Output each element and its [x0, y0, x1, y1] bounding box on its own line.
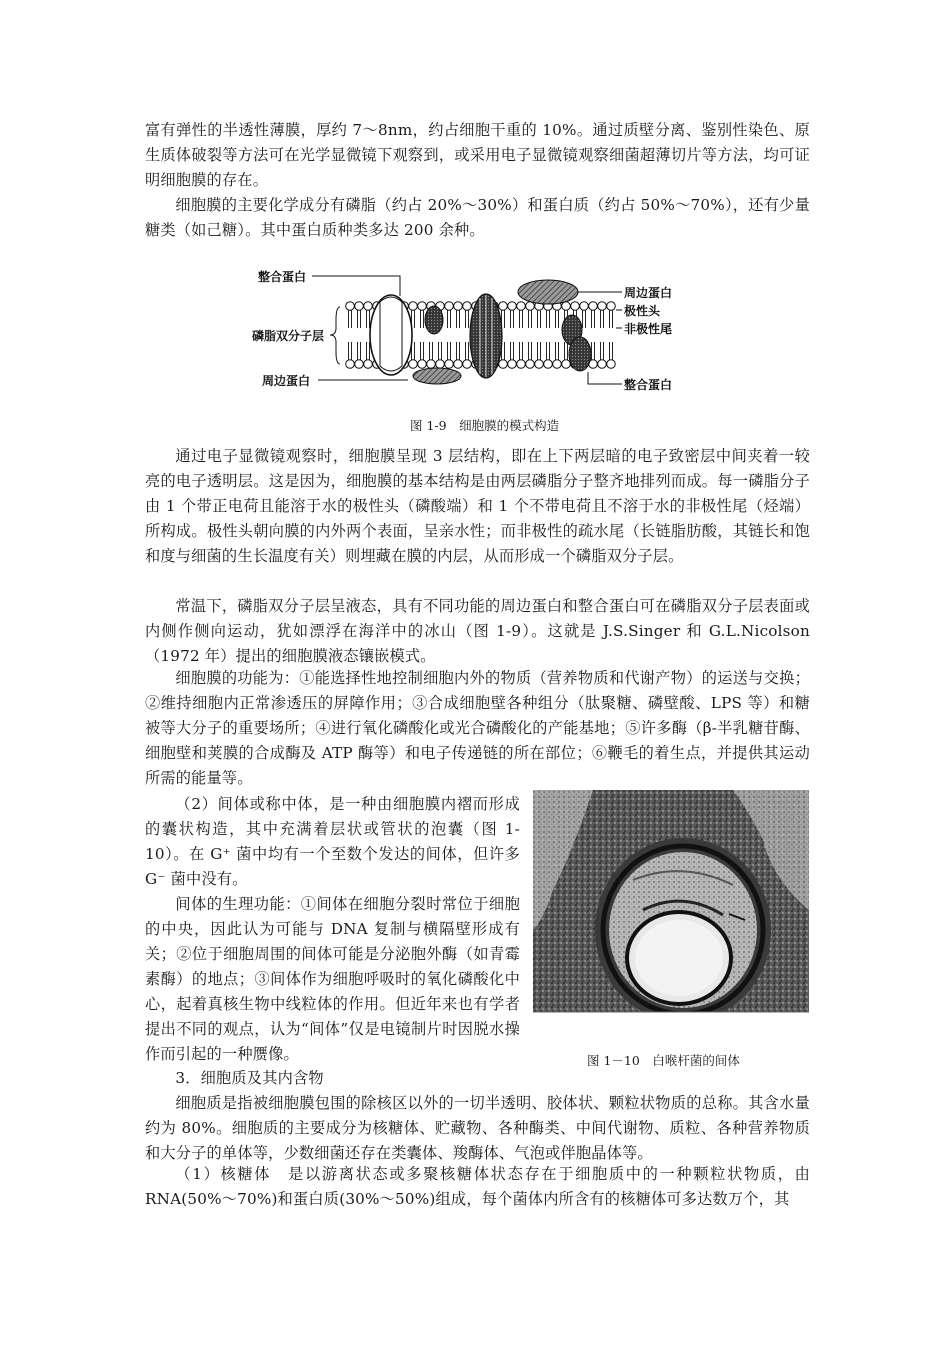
protein-shape: [425, 306, 443, 334]
integral-protein-shape: [569, 337, 591, 371]
paragraph-mesosome-function: 间体的生理功能：①间体在细胞分裂时常位于细胞的中央，因此认为可能与 DNA 复制与横隔壁形成有关；②位于细胞周围的间体可能是分泌胞外酶（如青霉素酶）的地点；③间体作为细胞呼吸时的氧化磷酸化中心，起着真核生物中线粒体的作用。但近年来也有学者提出不同的观点，认为“间体”仅是电镜制片时因脱水操作而引起的一种赝像。: [145, 895, 520, 1063]
paragraph-membrane-intro: 富有弹性的半透性薄膜，厚约 7～8nm，约占细胞干重的 10%。通过质壁分离、鉴别性染色、原生质体破裂等方法可在光学显微镜下观察到，或采用电子显微镜观察细菌超薄切片等方法，均可证明细胞膜的存在。: [145, 121, 810, 189]
figure-1-10-caption: 图 1－10 白喉杆菌的间体: [587, 1053, 740, 1068]
paragraph-membrane-composition: 细胞膜的主要化学成分有磷脂（约占 20%～30%）和蛋白质（约占 50%～70%），还有少量糖类（如己糖）。其中蛋白质种类多达 200 余种。: [145, 196, 810, 239]
label-polar-head: 极性头: [624, 304, 661, 318]
paragraph-cytoplasm: 细胞质是指被细胞膜包围的除核区以外的一切半透明、胶体状、颗粒状物质的总称。其含水量约为 80%。细胞质的主要成分为核糖体、贮藏物、各种酶类、中间代谢物、质粒、各种营养物质和大分子的单体等，少数细菌还存在类囊体、羧酶体、气泡或伴胞晶体等。: [145, 1094, 810, 1162]
label-integral-protein-bottom: 整合蛋白: [624, 378, 673, 392]
heading-cytoplasm: 3．细胞质及其内含物: [175, 1069, 324, 1087]
paragraph-membrane-functions: 细胞膜的功能为：①能选择性地控制细胞内外的物质（营养物质和代谢产物）的运送与交换；②维持细胞内正常渗透压的屏障作用；③合成细胞壁各种组分（肽聚糖、磷壁酸、LPS 等）和糖被等大分子的重要场所；④进行氧化磷酸化或光合磷酸化的产能基地；⑤许多酶（β-半乳糖苷酶、细胞壁和荚膜的合成酶及 ATP 酶等）和电子传递链的所在部位；⑥鞭毛的着生点，并提供其运动所需的能量等。: [145, 669, 810, 787]
label-phospholipid-bilayer: 磷脂双分子层: [252, 329, 325, 343]
paragraph-ribosome: （1）核糖体 是以游离状态或多聚核糖体状态存在于细胞质中的一种颗粒状物质，由 RNA(50%～70%)和蛋白质(30%～50%)组成，每个菌体内所含有的核糖体可多达数万个，其: [145, 1165, 810, 1208]
mesosome-micrograph: [533, 790, 809, 1026]
membrane-model-diagram: [250, 262, 705, 407]
paragraph-membrane-structure: 通过电子显微镜观察时，细胞膜呈现 3 层结构，即在上下两层暗的电子致密层中间夹着一较亮的电子透明层。这是因为，细胞膜的基本结构是由两层磷脂分子整齐地排列而成。每一磷脂分子由 1 个带正电荷且能溶于水的极性头（磷酸端）和 1 个不带电荷且不溶于水的非极性尾（烃端）所构成。极性头朝向膜的内外两个表面，呈亲水性；而非极性的疏水尾（长链脂肪酸，其链长和饱和度与细菌的生长温度有关）则埋藏在膜的内层，从而形成一个磷脂双分子层。: [145, 447, 810, 565]
paragraph-mesosome: （2）间体或称中体，是一种由细胞膜内褶而形成的囊状构造，其中充满着层状或管状的泡囊（图 1-10）。在 G⁺ 菌中均有一个至数个发达的间体，但许多 G⁻ 菌中没有。: [145, 795, 520, 888]
figure-1-9-caption: 图 1-9 细胞膜的模式构造: [410, 418, 560, 433]
paragraph-fluid-mosaic: 常温下，磷脂双分子层呈液态，具有不同功能的周边蛋白和整合蛋白可在磷脂双分子层表面或内侧作侧向运动，犹如漂浮在海洋中的冰山（图 1-9）。这就是 J.S.Singer 和 G.L.Nicolson（1972 年）提出的细胞膜液态镶嵌模式。: [145, 597, 810, 665]
label-nonpolar-tail: 非极性尾: [624, 322, 673, 336]
integral-protein-shape: [370, 295, 412, 375]
peripheral-protein-shape: [518, 280, 578, 304]
label-peripheral-protein-top: 周边蛋白: [624, 286, 673, 300]
peripheral-protein-shape: [413, 368, 461, 384]
label-peripheral-protein-bottom: 周边蛋白: [262, 374, 311, 388]
label-integral-protein-top: 整合蛋白: [258, 270, 307, 284]
